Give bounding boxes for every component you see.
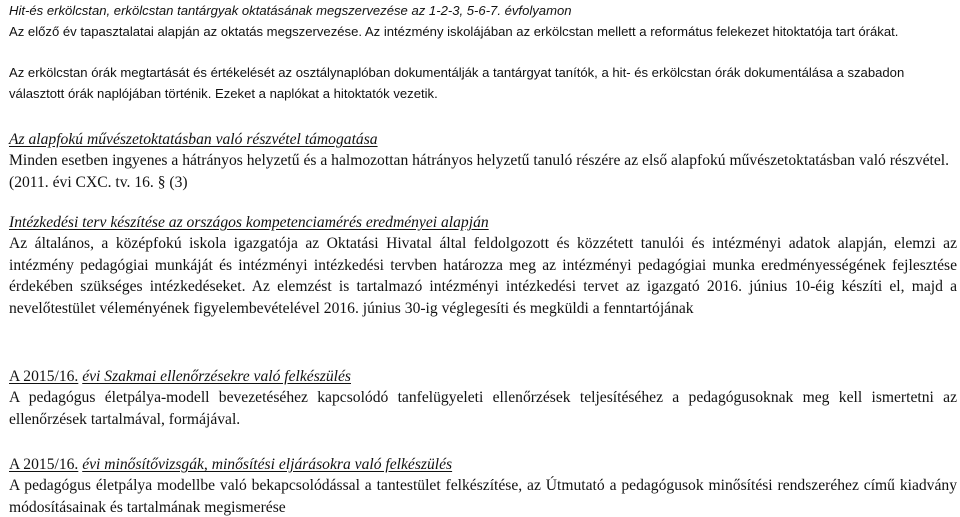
documentation-paragraph [9,62,957,105]
qualification-text: A pedagógus életpálya modellbe való bekapcsolódással a tantestület felkészítése, az Útmutató a pedagógusok minősítési rendszeréhez című kiadvány módosításainak és tartalmának megismerése [9,477,957,516]
action-plan-section [9,212,957,319]
art-education-text: Minden esetben ingyenes a hátrányos helyzetű és a halmozottan hátrányos helyzetű tanuló részére az első alapfokú művészetoktatásban való részvétel. (2011. évi CXC. tv. 16. § (3) [9,152,950,191]
art-education-section [9,129,957,193]
inspection-heading-prefix: A 2015/16. [9,368,79,385]
qualification-heading-prefix: A 2015/16. [9,456,79,473]
inspection-heading-title: évi Szakmai ellenőrzésekre való felkészülés [82,368,351,385]
documentation-text: Az erkölcstan órák megtartását és értékelését az osztálynaplóban dokumentálják a tantárgyat tanítók, a hit- és erkölcstan órák dokumentálása a szabadon választott órák naplójában történik. Ezeket a naplókat a hitoktatók vezetik. [9,65,905,102]
intro-section [9,0,957,43]
qualification-heading-title: évi minősítővizsgák, minősítési eljárásokra való felkészülés [82,456,453,473]
intro-title: Hit-és erkölcstan, erkölcstan tantárgyak oktatásának megszervezése az 1-2-3, 5-6-7. évfolyamon [9,3,572,18]
qualification-heading [9,454,957,475]
qualification-section [9,454,957,517]
inspection-section [9,366,957,430]
art-education-heading: Az alapfokú művészetoktatásban való részvétel támogatása [9,131,378,148]
inspection-text: A pedagógus életpálya-modell bevezetéséhez kapcsolódó tanfelügyeleti ellenőrzések teljesítéséhez a pedagógusoknak meg kell ismertetni az ellenőrzések tartalmával, formájával. [9,389,957,428]
action-plan-text: Az általános, a középfokú iskola igazgatója az Oktatási Hivatal által feldolgozott és közzétett tanulói és intézményi adatok alapján, elemzi az intézmény pedagógiai munkáját és intézményi intézkedési tervben határozza meg az intézményi pedagógiai munka eredményességének fejlesztése érdekében szükséges intézkedéseket. Az elemzést is tartalmazó intézményi intézkedési tervet az igazgató 2016. június 10-éig készíti el, majd a nevelőtestület véleményének figyelembevételével 2016. június 30-ig véglegesíti és megküldi a fenntartójának [9,235,957,317]
action-plan-heading: Intézkedési terv készítése az országos kompetenciamérés eredményei alapján [9,214,489,231]
intro-text: Az előző év tapasztalatai alapján az oktatás megszervezése. Az intézmény iskolájában az erkölcstan mellett a református felekezet hitoktatója tart órákat. [9,24,899,40]
inspection-heading [9,366,957,387]
